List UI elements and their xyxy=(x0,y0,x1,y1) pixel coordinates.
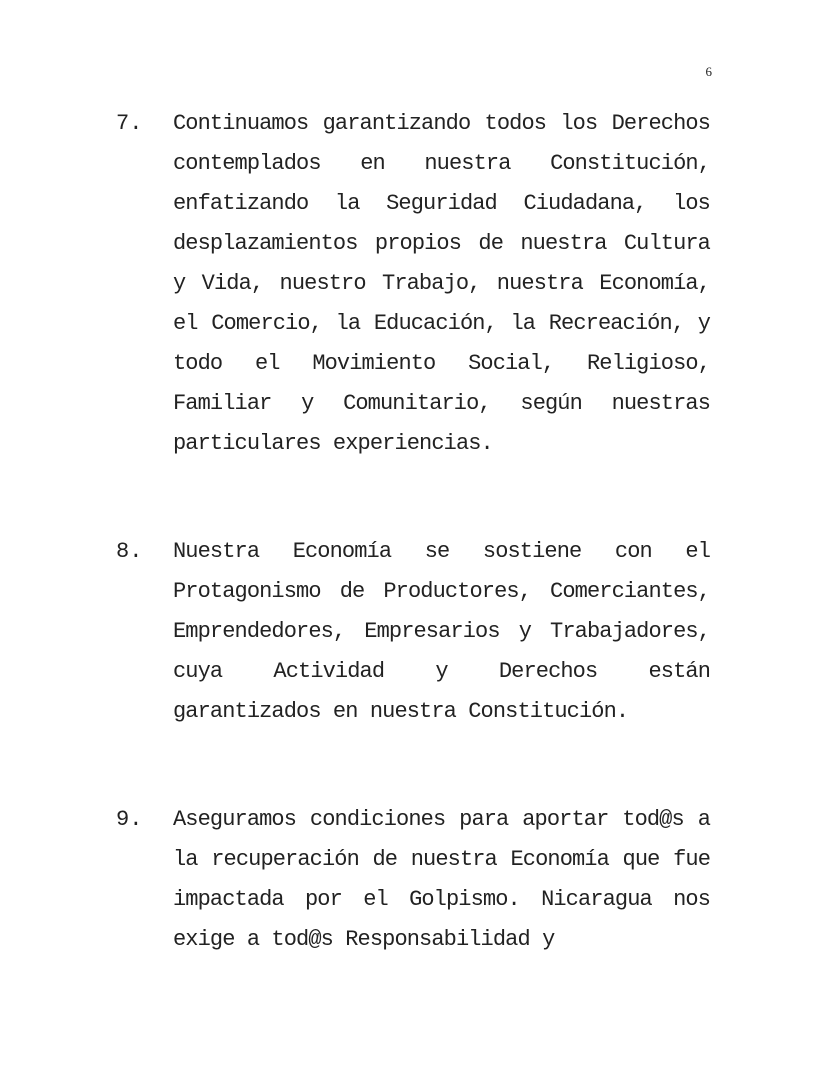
list-item xyxy=(116,800,710,960)
item-text: Nuestra Economía se sostiene con el Protagonismo de Productores, Comerciantes, Emprendedores, Empresarios y Trabajadores, cuya Actividad y Derechos están garantizados en nuestra Constitución. xyxy=(173,539,710,724)
item-number: 8. xyxy=(116,539,143,564)
page-number: 6 xyxy=(705,64,712,79)
item-text: Continuamos garantizando todos los Derechos contemplados en nuestra Constitución, enfatizando la Seguridad Ciudadana, los desplazamientos propios de nuestra Cultura y Vida, nuestro Trabajo, nuestra Economía, el Comercio, la Educación, la Recreación, y todo el Movimiento Social, Religioso, Familiar y Comunitario, según nuestras particulares experiencias. xyxy=(173,111,710,456)
list-item xyxy=(116,104,710,464)
item-number: 9. xyxy=(116,807,143,832)
item-number: 7. xyxy=(116,111,143,136)
list-item xyxy=(116,532,710,732)
item-text: Aseguramos condiciones para aportar tod@s a la recuperación de nuestra Economía que fue impactada por el Golpismo. Nicaragua nos exige a tod@s Responsabilidad y xyxy=(173,807,710,952)
